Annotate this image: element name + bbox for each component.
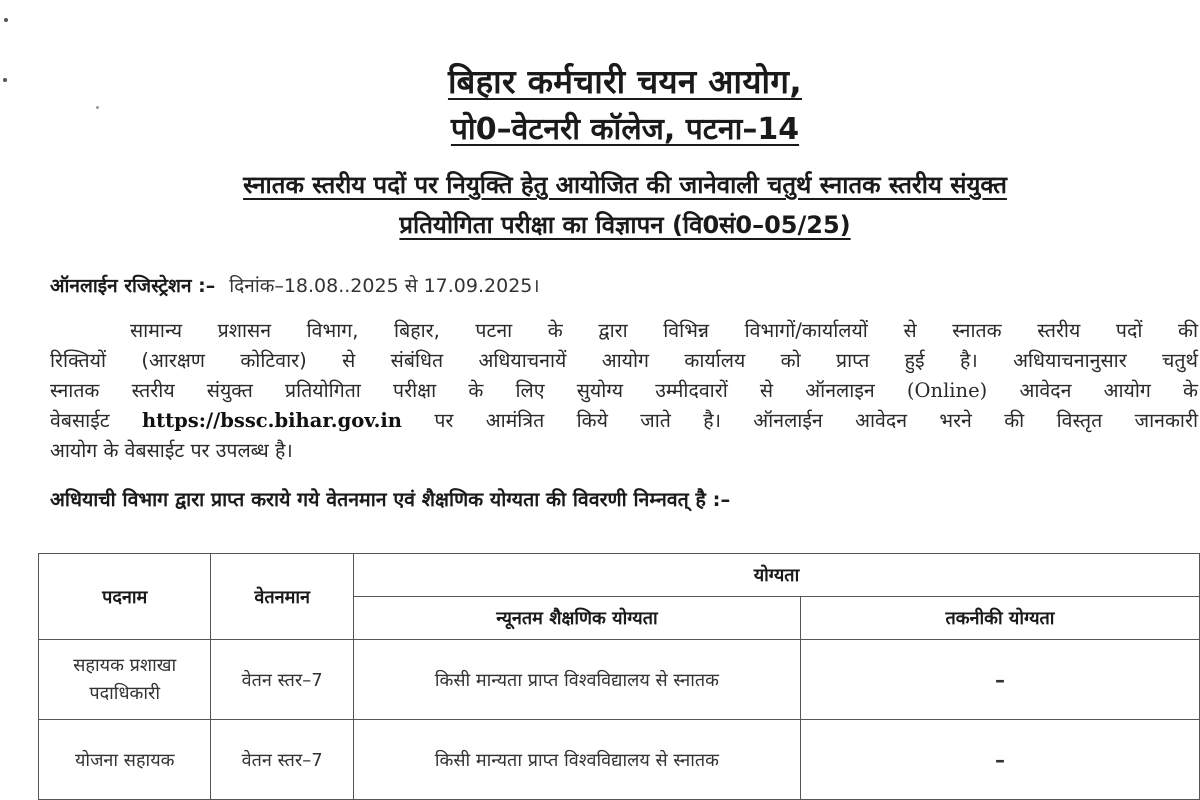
advertisement-title-text: स्नातक स्तरीय पदों पर नियुक्ति हेतु आयोजित की जानेवाली चतुर्थ स्नातक स्तरीय संयुक्त: [243, 171, 1007, 199]
technical-cell: –: [800, 720, 1199, 800]
header-technical: तकनीकी योग्यता: [800, 597, 1199, 640]
post-name-line: सहायक प्रशाखा: [73, 654, 177, 676]
table-intro-text: अधियाची विभाग द्वारा प्राप्त कराये गये वेतनमान एवं शैक्षणिक योग्यता की विवरणी निम्नवत् है :–: [50, 488, 731, 511]
registration-label: ऑनलाईन रजिस्ट्रेशन :–: [50, 275, 216, 297]
post-name-line: योजना सहायक: [74, 749, 175, 771]
notice-paragraph: [50, 316, 1198, 466]
advertisement-title-line1: [60, 168, 1190, 201]
organization-title: [0, 58, 1200, 103]
advertisement-number-text: प्रतियोगिता परीक्षा का विज्ञापन (वि0सं0–05/25): [399, 211, 851, 239]
paragraph-text: सामान्य प्रशासन विभाग, बिहार, पटना के द्वारा विभिन्न विभागों/कार्यालयों से स्नातक स्तरीय पदों की: [130, 319, 1198, 342]
organization-address: [0, 107, 1200, 148]
advertisement-title-line2: [60, 208, 1190, 241]
organization-name: बिहार कर्मचारी चयन आयोग,: [447, 62, 803, 101]
min-education-cell: किसी मान्यता प्राप्त विश्वविद्यालय से स्नातक: [353, 640, 800, 720]
address-text: पो0–वेटनरी कॉलेज, पटना–14: [450, 112, 800, 147]
paragraph-line: [50, 436, 1198, 466]
header-post: पदनाम: [39, 554, 211, 640]
pay-scale-cell: वेतन स्तर–7: [211, 640, 354, 720]
scan-speck: [4, 18, 8, 22]
table-row: [39, 720, 1200, 800]
paragraph-text: आयोग के वेबसाईट पर उपलब्ध है।: [50, 439, 293, 462]
paragraph-line: [50, 316, 1198, 346]
pay-scale-cell: वेतन स्तर–7: [211, 720, 354, 800]
registration-info: [50, 272, 540, 298]
paragraph-line: [50, 406, 1198, 436]
website-link[interactable]: https://bssc.bihar.gov.in: [141, 409, 402, 432]
header-min-education: न्यूनतम शैक्षणिक योग्यता: [353, 597, 800, 640]
header-pay-scale: वेतनमान: [211, 554, 354, 640]
post-name-line: पदाधिकारी: [89, 682, 161, 704]
qualification-table: [38, 553, 1200, 800]
online-term: (Online): [906, 379, 988, 402]
paragraph-line: [50, 376, 1198, 406]
paragraph-line: [50, 346, 1198, 376]
registration-dates: दिनांक–18.08..2025 से 17.09.2025।: [229, 275, 540, 297]
min-education-cell: किसी मान्यता प्राप्त विश्वविद्यालय से स्नातक: [353, 720, 800, 800]
paragraph-text: वेबसाईट: [50, 409, 110, 432]
paragraph-text: रिक्तियों (आरक्षण कोटिवार) से संबंधित अधियाचनायें आयोग कार्यालय को प्राप्त हुई है। अधियाचनानुसार चतुर्थ: [50, 349, 1198, 372]
table-header-row: [39, 554, 1200, 597]
paragraph-text: पर आमंत्रित किये जाते है। ऑनलाईन आवेदन भरने की विस्तृत जानकारी: [434, 409, 1199, 432]
table-row: [39, 640, 1200, 720]
paragraph-text: आवेदन आयोग के: [1019, 379, 1199, 402]
technical-cell: –: [800, 640, 1199, 720]
post-cell: [39, 720, 211, 800]
header-qualification: योग्यता: [353, 554, 1199, 597]
paragraph-text: स्नातक स्तरीय संयुक्त प्रतियोगिता परीक्षा के लिए सुयोग्य उम्मीदवारों से ऑनलाइन: [50, 379, 875, 402]
post-cell: [39, 640, 211, 720]
